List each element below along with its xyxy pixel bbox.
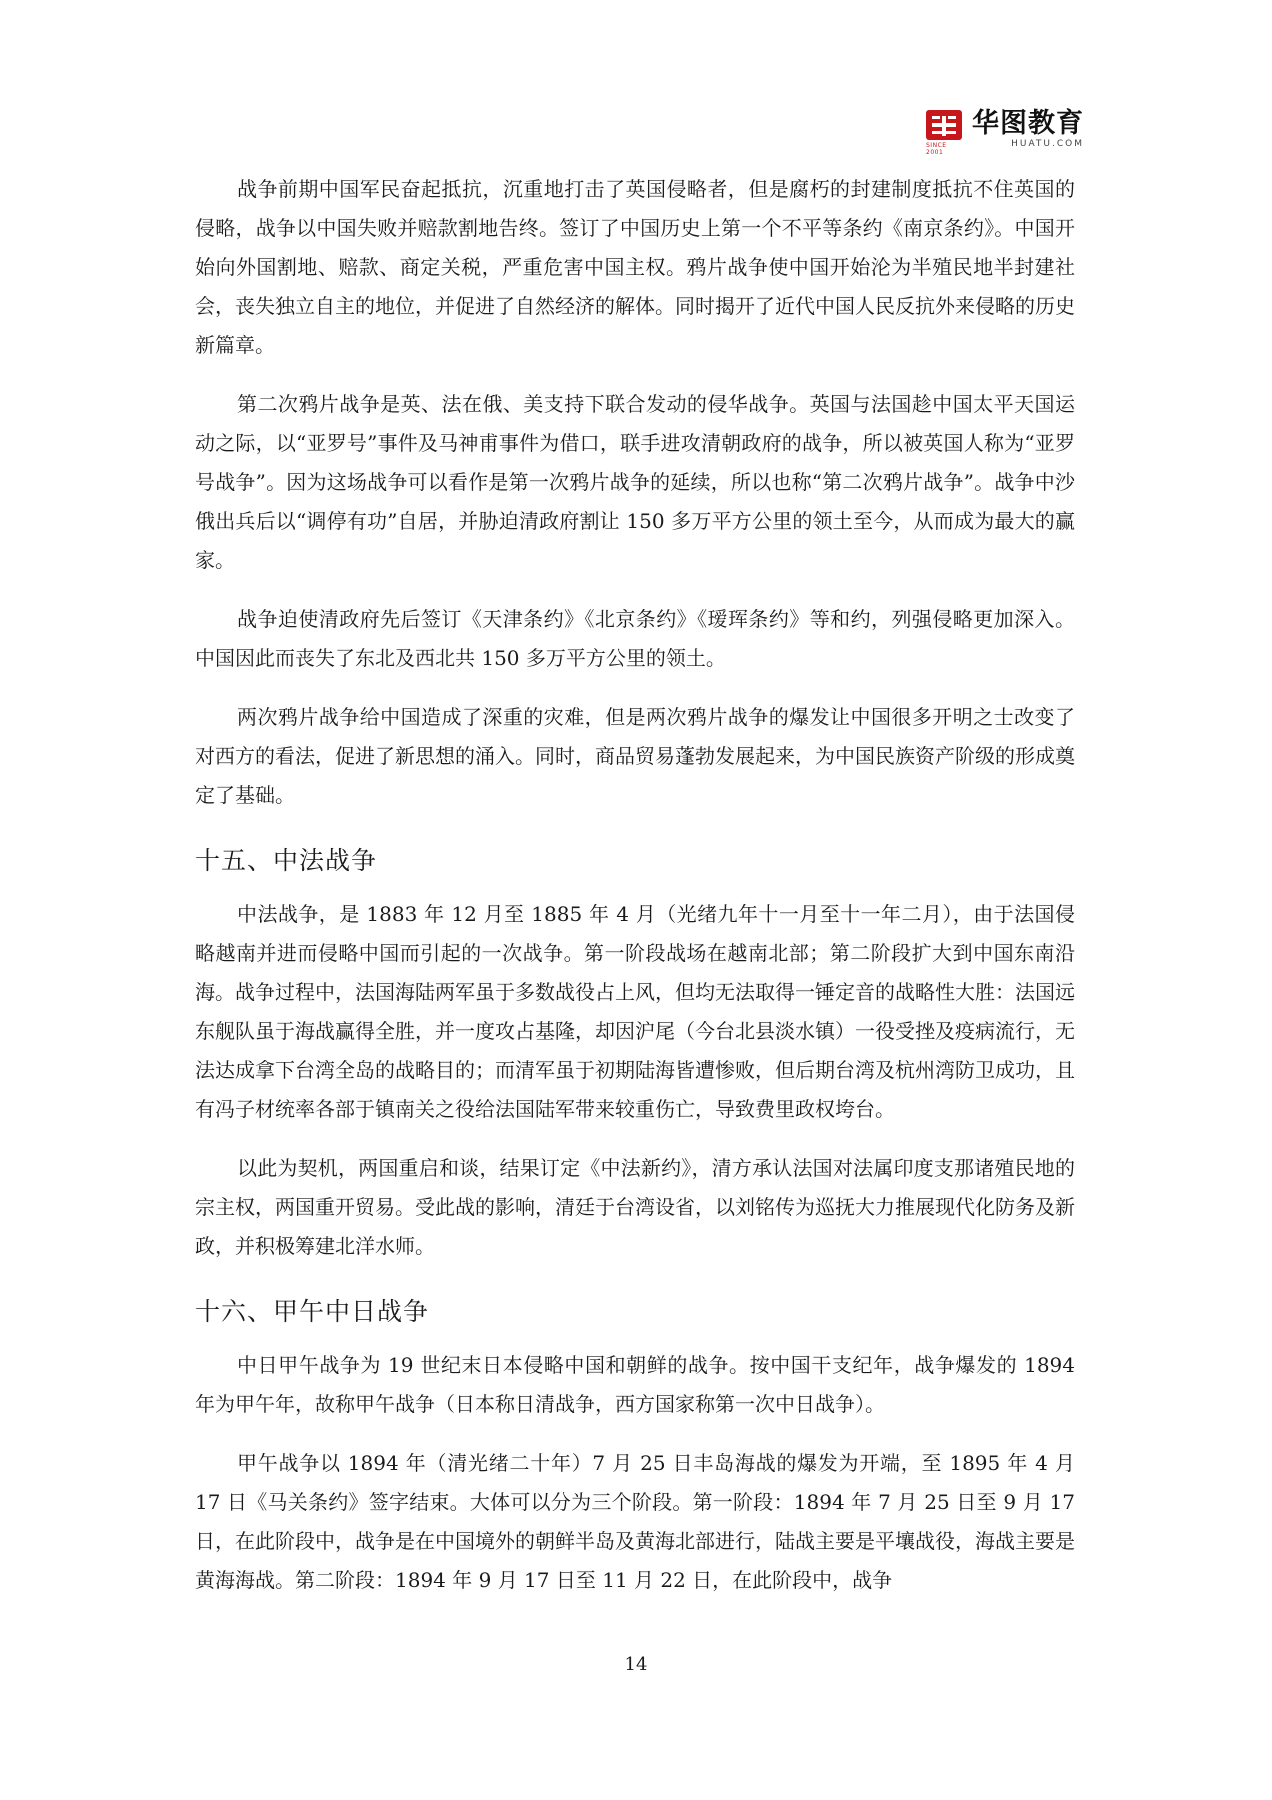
logo-url: HUATU.COM — [1011, 139, 1084, 149]
huatu-logo — [924, 108, 1084, 156]
document-body — [195, 170, 1075, 1620]
paragraph: 甲午战争以 1894 年（清光绪二十年）7 月 25 日丰岛海战的爆发为开端，至 1895 年 4 月 17 日《马关条约》签字结束。大体可以分为三个阶段。第一阶段：1894 年 7 月 25 日至 9 月 17 日，在此阶段中，战争是在中国境外的朝鲜半岛及黄海北部进行，陆战主要是平壤战役，海战主要是黄海海战。第二阶段：1894 年 9 月 17 日至 11 月 22 日，在此阶段中，战争 — [195, 1451, 1075, 1592]
paragraph: 第二次鸦片战争是英、法在俄、美支持下联合发动的侵华战争。英国与法国趁中国太平天国运动之际，以“亚罗号”事件及马神甫事件为借口，联手进攻清朝政府的战争，所以被英国人称为“亚罗号战争”。因为这场战争可以看作是第一次鸦片战争的延续，所以也称“第二次鸦片战争”。战争中沙俄出兵后以“调停有功”自居，并胁迫清政府割让 150 多万平方公里的领土至今，从而成为最大的赢家。 — [195, 392, 1075, 572]
paragraph: 战争迫使清政府先后签订《天津条约》《北京条约》《瑷珲条约》等和约，列强侵略更加深入。中国因此而丧失了东北及西北共 150 多万平方公里的领土。 — [195, 607, 1075, 670]
logo-name: 华图教育 — [972, 108, 1084, 139]
huatu-logo-icon — [924, 108, 966, 156]
paragraph: 中法战争，是 1883 年 12 月至 1885 年 4 月（光绪九年十一月至十一年二月），由于法国侵略越南并进而侵略中国而引起的一次战争。第一阶段战场在越南北部；第二阶段扩大到中国东南沿海。战争过程中，法国海陆两军虽于多数战役占上风，但均无法取得一锤定音的战略性大胜：法国远东舰队虽于海战赢得全胜，并一度攻占基隆，却因沪尾（今台北县淡水镇）一役受挫及疫病流行，无法达成拿下台湾全岛的战略目的；而清军虽于初期陆海皆遭惨败，但后期台湾及杭州湾防卫成功，且有冯子材统率各部于镇南关之役给法国陆军带来较重伤亡，导致费里政权垮台。 — [195, 902, 1075, 1121]
section-heading-sino-japanese-war: 十六、甲午中日战争 — [195, 1297, 430, 1326]
paragraph: 中日甲午战争为 19 世纪末日本侵略中国和朝鲜的战争。按中国干支纪年，战争爆发的 1894 年为甲午年，故称甲午战争（日本称日清战争，西方国家称第一次中日战争）。 — [195, 1353, 1075, 1416]
paragraph: 两次鸦片战争给中国造成了深重的灾难，但是两次鸦片战争的爆发让中国很多开明之士改变了对西方的看法，促进了新思想的涌入。同时，商品贸易蓬勃发展起来，为中国民族资产阶级的形成奠定了基础。 — [195, 705, 1075, 807]
logo-since: SINCE 2001 — [926, 142, 947, 156]
section-heading-sino-french-war: 十五、中法战争 — [195, 846, 378, 875]
paragraph: 战争前期中国军民奋起抵抗，沉重地打击了英国侵略者，但是腐朽的封建制度抵抗不住英国的侵略，战争以中国失败并赔款割地告终。签订了中国历史上第一个不平等条约《南京条约》。中国开始向外国割地、赔款、商定关税，严重危害中国主权。鸦片战争使中国开始沦为半殖民地半封建社会，丧失独立自主的地位，并促进了自然经济的解体。同时揭开了近代中国人民反抗外来侵略的历史新篇章。 — [195, 177, 1075, 357]
page-number: 14 — [624, 1654, 648, 1675]
paragraph: 以此为契机，两国重启和谈，结果订定《中法新约》，清方承认法国对法属印度支那诸殖民地的宗主权，两国重开贸易。受此战的影响，清廷于台湾设省，以刘铭传为巡抚大力推展现代化防务及新政，并积极筹建北洋水师。 — [195, 1156, 1075, 1258]
